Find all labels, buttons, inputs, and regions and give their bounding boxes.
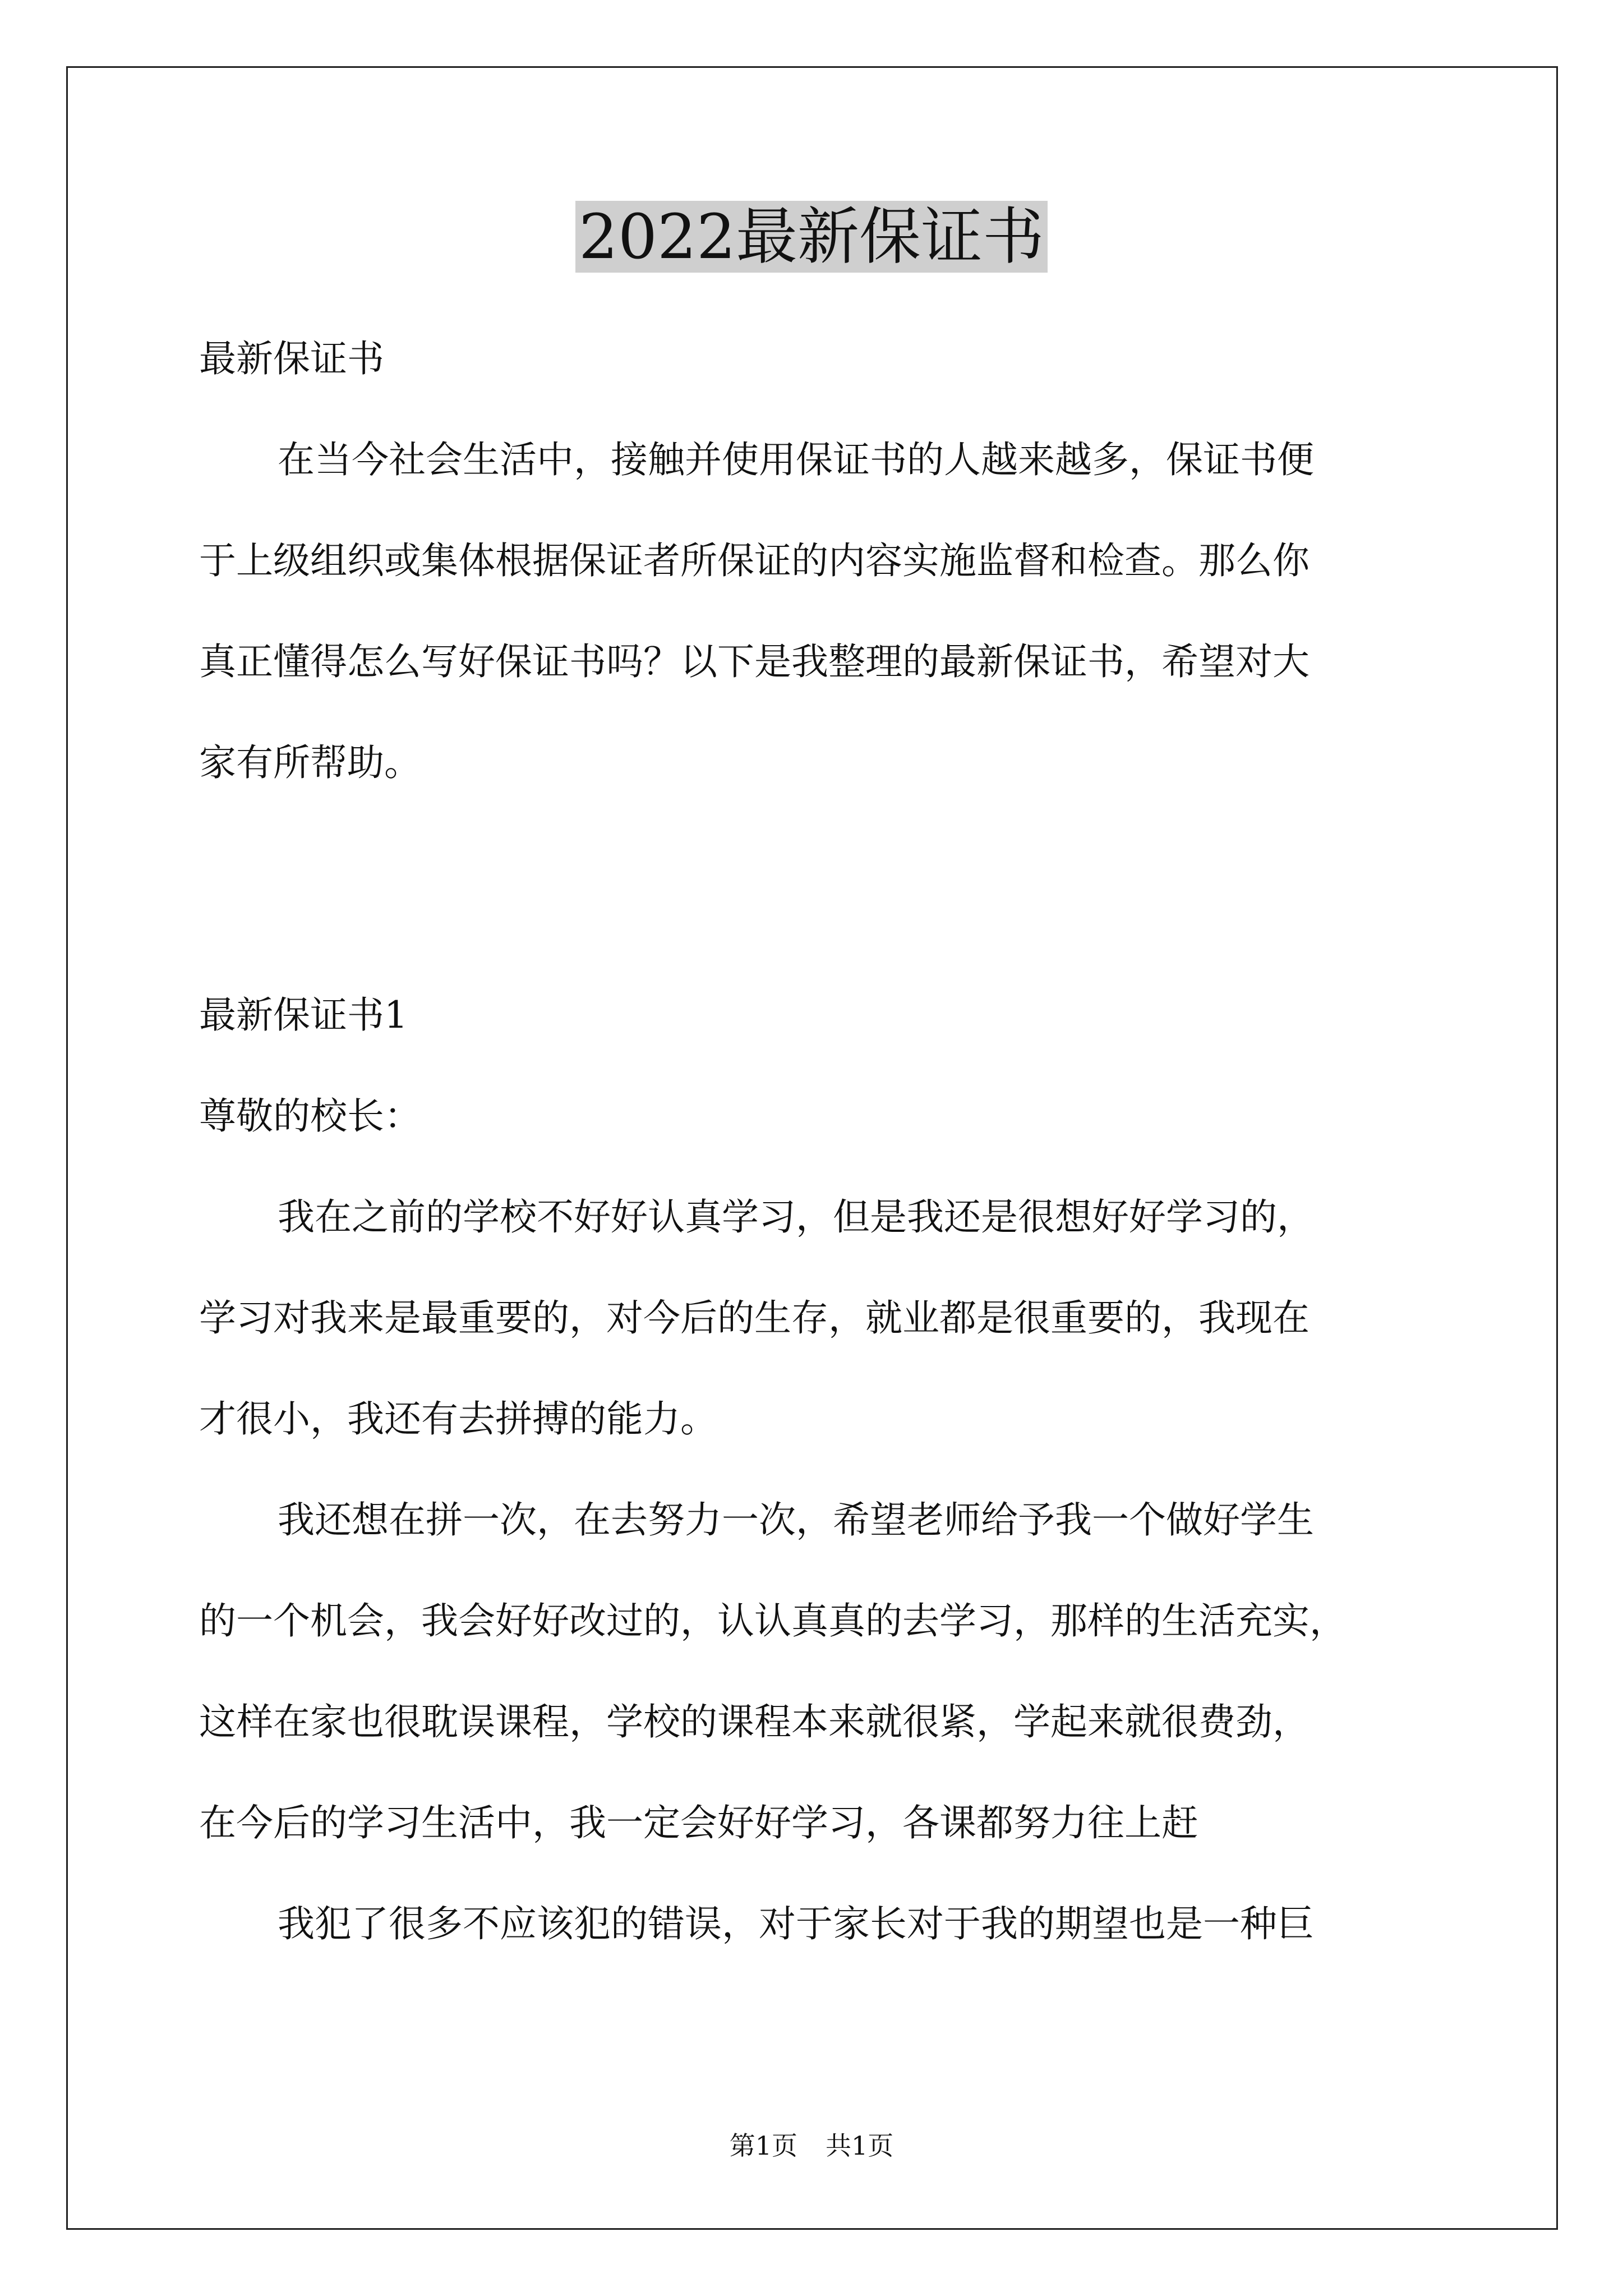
section-heading: 最新保证书 [199,337,384,380]
body-line: 在今后的学习生活中，我一定会好好学习，各课都努力往上赶 [199,1801,1198,1844]
body-line: 这样在家也很耽误课程，学校的课程本来就很紧，学起来就很费劲， [199,1700,1310,1743]
body-line: 学习对我来是最重要的，对今后的生存，就业都是很重要的，我现在 [199,1296,1310,1340]
page-total: 共1页 [826,2131,894,2161]
body-line: 于上级组织或集体根据保证者所保证的内容实施监督和检查。那么你 [199,539,1310,582]
page-footer [0,2129,1623,2162]
document-title-text: 2022最新保证书 [575,201,1048,273]
document-title [0,197,1623,276]
body-line: 我犯了很多不应该犯的错误，对于家长对于我的期望也是一种巨 [278,1902,1314,1945]
body-line: 在当今社会生活中，接触并使用保证书的人越来越多，保证书便 [278,438,1314,481]
body-line: 真正懂得怎么写好保证书吗？以下是我整理的最新保证书，希望对大 [199,640,1310,683]
body-line: 才很小，我还有去拼搏的能力。 [199,1397,717,1441]
body-line: 的一个机会，我会好好改过的，认认真真的去学习，那样的生活充实， [199,1599,1347,1642]
page-number: 第1页 [729,2131,797,2161]
body-line: 我还想在拼一次，在去努力一次，希望老师给予我一个做好学生 [278,1498,1314,1542]
salutation: 尊敬的校长： [199,1094,421,1138]
section-heading: 最新保证书1 [199,993,408,1037]
body-line: 我在之前的学校不好好认真学习，但是我还是很想好好学习的， [278,1195,1314,1239]
body-line: 家有所帮助。 [199,741,421,784]
